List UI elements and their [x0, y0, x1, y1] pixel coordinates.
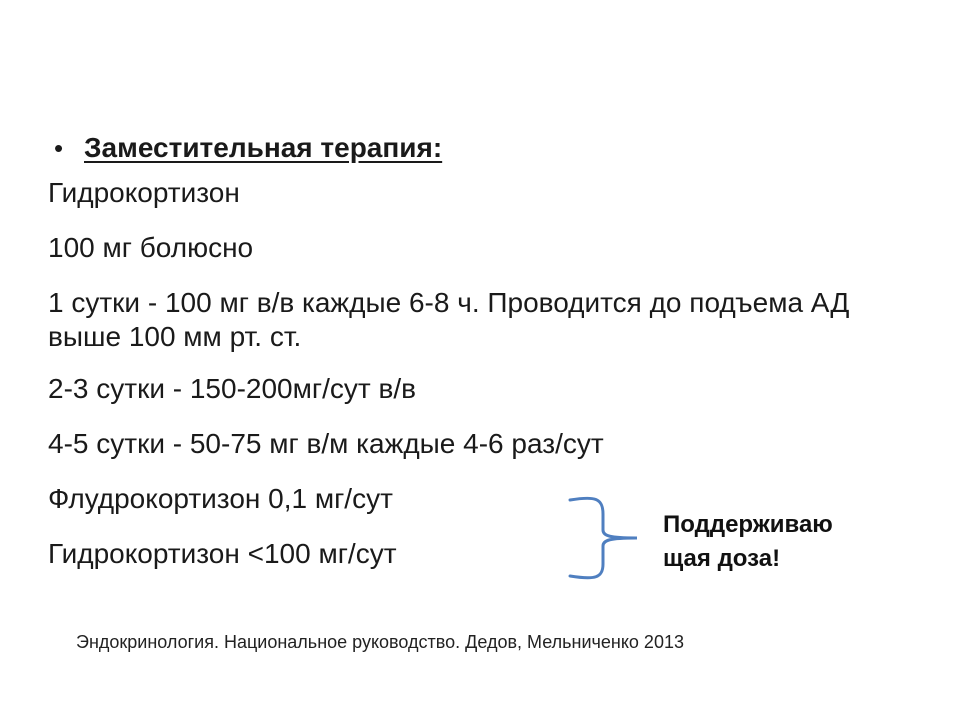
- text-line-5: 4-5 сутки - 50-75 мг в/м каждые 4-6 раз/сут: [48, 428, 604, 459]
- text-line-7: Гидрокортизон <100 мг/сут: [48, 538, 397, 569]
- text-line-1: Гидрокортизон: [48, 177, 240, 208]
- curly-brace-icon: [565, 494, 645, 584]
- note-line-1: Поддерживаю: [663, 511, 833, 538]
- maintenance-dose-note: [663, 508, 833, 576]
- note-line-2: щая доза!: [663, 545, 781, 572]
- bullet-heading: [48, 128, 868, 168]
- text-line-2: 100 мг болюсно: [48, 232, 254, 263]
- text-line-6: Флудрокортизон 0,1 мг/сут: [48, 483, 393, 514]
- citation: Эндокринология. Национальное руководство. Дедов, Мельниченко 2013: [76, 632, 684, 652]
- heading-text: Заместительная терапия:: [84, 132, 443, 163]
- text-line-4: 2-3 сутки - 150-200мг/сут в/в: [48, 373, 416, 404]
- bullet-dot-icon: •: [54, 133, 64, 163]
- text-line-3: 1 сутки - 100 мг в/в каждые 6-8 ч. Проводится до подъема АД выше 100 мм рт. ст.: [48, 287, 850, 352]
